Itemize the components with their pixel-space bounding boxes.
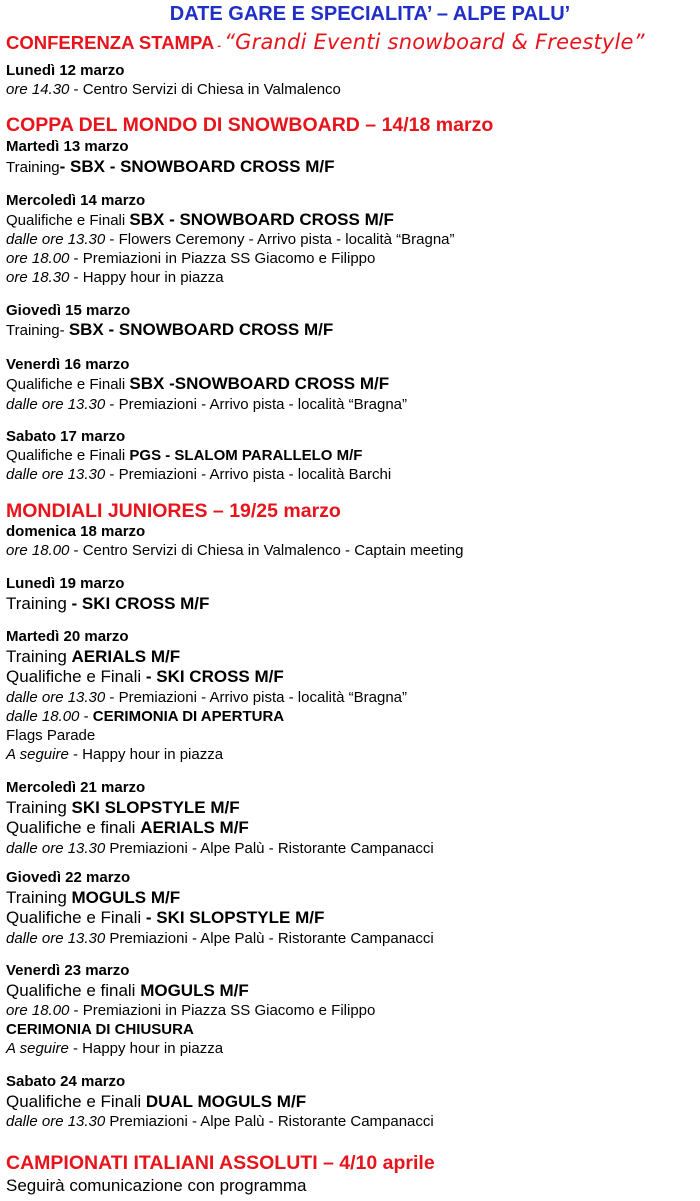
time-detail: - Centro Servizi di Chiesa in Valmalenco bbox=[69, 81, 341, 98]
time-detail: Premiazioni - Alpe Palù - Ristorante Campanacci bbox=[105, 840, 434, 857]
event-discipline: AERIALS M/F bbox=[71, 647, 181, 666]
event-discipline: PGS - SLALOM PARALLELO M/F bbox=[129, 447, 363, 464]
day-heading: Martedì 13 marzo bbox=[6, 138, 129, 155]
time-row bbox=[6, 1113, 434, 1130]
time-label: A seguire bbox=[6, 1040, 69, 1057]
event-row bbox=[6, 374, 389, 394]
event-row bbox=[6, 818, 249, 838]
time-label: dalle ore 13.30 bbox=[6, 840, 106, 857]
time-detail: - Happy hour in piazza bbox=[69, 269, 224, 286]
day-heading: Mercoledì 21 marzo bbox=[6, 779, 146, 796]
time-row bbox=[6, 840, 434, 857]
time-detail: Premiazioni - Alpe Palù - Ristorante Campanacci bbox=[105, 1113, 434, 1130]
event-discipline: - SKI CROSS M/F bbox=[71, 594, 210, 613]
event-row bbox=[6, 981, 249, 1001]
campionati-note: Seguirà comunicazione con programma bbox=[6, 1176, 307, 1195]
ceremony-label: CERIMONIA DI APERTURA bbox=[92, 708, 285, 725]
event-row bbox=[6, 320, 333, 340]
time-row bbox=[6, 231, 455, 248]
day-heading: Venerdì 16 marzo bbox=[6, 356, 130, 373]
day-heading: Sabato 24 marzo bbox=[6, 1073, 126, 1090]
event-discipline: - SKI CROSS M/F bbox=[145, 667, 284, 686]
time-detail: - Premiazioni - Arrivo pista - località “Bragna” bbox=[105, 396, 408, 413]
section-heading-coppa: COPPA DEL MONDO DI SNOWBOARD – 14/18 marzo bbox=[6, 114, 494, 136]
event-type: Qualifiche e Finali bbox=[6, 376, 130, 393]
event-row bbox=[6, 888, 180, 908]
section-heading-campionati: CAMPIONATI ITALIANI ASSOLUTI – 4/10 aprile bbox=[6, 1152, 435, 1174]
event-type: Training bbox=[6, 888, 72, 907]
event-row bbox=[6, 210, 394, 230]
event-discipline: MOGULS M/F bbox=[140, 981, 249, 1000]
time-label: dalle ore 13.30 bbox=[6, 1113, 106, 1130]
event-type: Qualifiche e Finali bbox=[6, 1092, 146, 1111]
event-discipline: DUAL MOGULS M/F bbox=[145, 1092, 307, 1111]
day-heading: Martedì 20 marzo bbox=[6, 628, 129, 645]
time-label: ore 14.30 bbox=[6, 81, 70, 98]
event-type: Qualifiche e finali bbox=[6, 818, 141, 837]
section-heading-mondiali: MONDIALI JUNIORES – 19/25 marzo bbox=[6, 500, 341, 522]
event-discipline: AERIALS M/F bbox=[140, 818, 249, 837]
event-row bbox=[6, 908, 324, 928]
time-detail: - Happy hour in piazza bbox=[68, 1040, 224, 1057]
time-detail: - Premiazioni - Arrivo pista - località “Bragna” bbox=[105, 689, 408, 706]
time-row bbox=[6, 269, 224, 286]
time-detail: - Premiazioni - Arrivo pista - località Barchi bbox=[105, 466, 392, 483]
day-heading: Giovedì 15 marzo bbox=[6, 302, 131, 319]
flags-parade: Flags Parade bbox=[6, 727, 96, 744]
time-row bbox=[6, 689, 407, 706]
day-heading: Venerdì 23 marzo bbox=[6, 962, 130, 979]
time-label: ore 18.00 bbox=[6, 250, 70, 267]
event-type: Training bbox=[6, 647, 72, 666]
event-discipline: - SKI SLOPSTYLE M/F bbox=[145, 908, 325, 927]
event-discipline: MOGULS M/F bbox=[71, 888, 181, 907]
event-type: Qualifiche e finali bbox=[6, 981, 141, 1000]
event-type: Qualifiche e Finali bbox=[6, 908, 146, 927]
time-row bbox=[6, 930, 434, 947]
time-label: ore 18.00 bbox=[6, 542, 70, 559]
event-discipline: SKI SLOPSTYLE M/F bbox=[71, 798, 240, 817]
press-conference-label: CONFERENZA STAMPA bbox=[6, 32, 215, 53]
time-detail: - Centro Servizi di Chiesa in Valmalenco - Captain meeting bbox=[69, 542, 464, 559]
event-row bbox=[6, 798, 240, 818]
time-label: dalle 18.00 bbox=[6, 708, 80, 725]
time-detail: Premiazioni - Alpe Palù - Ristorante Campanacci bbox=[105, 930, 434, 947]
time-detail: - Premiazioni in Piazza SS Giacomo e Filippo bbox=[69, 1002, 376, 1019]
time-label: A seguire bbox=[6, 746, 69, 763]
press-conference-day: Lunedì 12 marzo bbox=[6, 62, 125, 79]
time-row bbox=[6, 708, 284, 725]
time-row bbox=[6, 250, 375, 267]
event-row bbox=[6, 157, 334, 177]
event-type: Training bbox=[6, 594, 72, 613]
day-heading: Lunedì 19 marzo bbox=[6, 575, 125, 592]
time-row bbox=[6, 466, 391, 483]
event-row bbox=[6, 447, 362, 464]
event-type: Training bbox=[6, 798, 72, 817]
time-label: dalle ore 13.30 bbox=[6, 689, 106, 706]
event-row bbox=[6, 647, 180, 667]
time-row bbox=[6, 1002, 375, 1019]
time-label: dalle ore 13.30 bbox=[6, 466, 106, 483]
event-type: Training bbox=[6, 159, 60, 176]
time-row bbox=[6, 746, 223, 763]
press-conference-quote: “Grandi Eventi snowboard & Freestyle” bbox=[224, 30, 645, 54]
time-detail: - Flowers Ceremony - Arrivo pista - località “Bragna” bbox=[105, 231, 455, 248]
time-label: dalle ore 13.30 bbox=[6, 231, 106, 248]
time-detail: - Happy hour in piazza bbox=[68, 746, 224, 763]
day-heading: Mercoledì 14 marzo bbox=[6, 192, 146, 209]
event-discipline: SBX - SNOWBOARD CROSS M/F bbox=[68, 320, 334, 339]
press-conference-dash: - bbox=[214, 40, 225, 52]
time-detail: - bbox=[79, 708, 93, 725]
page-title: DATE GARE E SPECIALITA’ – ALPE PALU’ bbox=[169, 3, 571, 25]
time-detail: - Premiazioni in Piazza SS Giacomo e Filippo bbox=[69, 250, 376, 267]
event-type: Qualifiche e Finali bbox=[6, 212, 130, 229]
event-row bbox=[6, 1092, 306, 1112]
day-heading: Giovedì 22 marzo bbox=[6, 869, 131, 886]
day-heading: domenica 18 marzo bbox=[6, 523, 146, 540]
event-type: Qualifiche e Finali bbox=[6, 667, 146, 686]
day-heading: Sabato 17 marzo bbox=[6, 428, 126, 445]
event-type: Qualifiche e Finali bbox=[6, 447, 130, 464]
time-label: dalle ore 13.30 bbox=[6, 396, 106, 413]
press-conference-heading bbox=[6, 30, 645, 54]
event-discipline: SBX - SNOWBOARD CROSS M/F bbox=[129, 210, 394, 229]
time-row bbox=[6, 396, 407, 413]
press-conference-time-row bbox=[6, 81, 341, 98]
event-row bbox=[6, 594, 209, 614]
time-label: ore 18.00 bbox=[6, 1002, 70, 1019]
time-label: dalle ore 13.30 bbox=[6, 930, 106, 947]
event-type: Training- bbox=[6, 322, 69, 339]
event-row bbox=[6, 667, 284, 687]
closing-ceremony: CERIMONIA DI CHIUSURA bbox=[6, 1021, 194, 1038]
time-row bbox=[6, 1040, 223, 1057]
event-discipline: - SBX - SNOWBOARD CROSS M/F bbox=[59, 157, 335, 176]
time-label: ore 18.30 bbox=[6, 269, 70, 286]
time-row bbox=[6, 542, 463, 559]
event-discipline: SBX -SNOWBOARD CROSS M/F bbox=[129, 374, 390, 393]
